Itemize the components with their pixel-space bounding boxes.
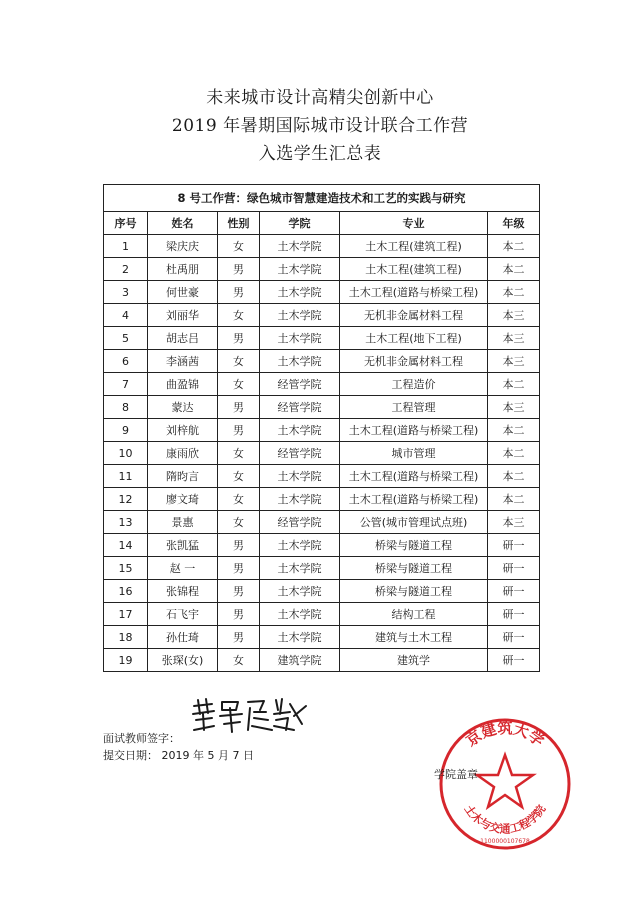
cell-name: 蒙达 [148,396,218,419]
header-college: 学院 [260,212,340,235]
teacher-signature-label: 面试教师签字： [103,732,180,745]
title-line-3: 入选学生汇总表 [258,144,382,164]
cell-name: 曲盈锦 [148,373,218,396]
cell-gender: 女 [218,304,260,327]
cell-gender: 女 [218,235,260,258]
cell-gender: 男 [218,534,260,557]
cell-gender: 女 [218,511,260,534]
cell-grade: 研一 [488,603,540,626]
cell-name: 张锦程 [148,580,218,603]
cell-index: 1 [104,235,148,258]
table-row [104,350,540,373]
cell-grade: 本二 [488,442,540,465]
cell-name: 廖文琦 [148,488,218,511]
cell-grade: 研一 [488,649,540,672]
cell-gender: 女 [218,465,260,488]
cell-major: 土木工程(建筑工程) [340,258,488,281]
cell-grade: 研一 [488,626,540,649]
cell-gender: 男 [218,258,260,281]
cell-gender: 男 [218,557,260,580]
cell-grade: 本三 [488,396,540,419]
cell-name: 刘丽华 [148,304,218,327]
cell-college: 土木学院 [260,534,340,557]
cell-name: 张琛(女) [148,649,218,672]
title-line-2: 2019 年暑期国际城市设计联合工作营 [171,116,469,136]
cell-gender: 女 [218,373,260,396]
cell-gender: 男 [218,603,260,626]
cell-gender: 女 [218,649,260,672]
cell-college: 经管学院 [260,373,340,396]
table-row [104,511,540,534]
table-caption-row [104,185,540,212]
cell-grade: 本二 [488,419,540,442]
table-row [104,396,540,419]
table-row [104,626,540,649]
cell-gender: 男 [218,626,260,649]
cell-name: 何世豪 [148,281,218,304]
title-line-1: 未来城市设计高精尖创新中心 [206,88,434,108]
cell-grade: 本二 [488,281,540,304]
header-index: 序号 [104,212,148,235]
cell-grade: 本二 [488,258,540,281]
cell-index: 18 [104,626,148,649]
handwritten-signature [190,696,310,736]
cell-college: 土木学院 [260,557,340,580]
cell-index: 14 [104,534,148,557]
cell-major: 土木工程(建筑工程) [340,235,488,258]
cell-index: 5 [104,327,148,350]
cell-name: 张凯猛 [148,534,218,557]
cell-index: 19 [104,649,148,672]
header-gender: 性别 [218,212,260,235]
student-table [103,184,540,672]
cell-grade: 本二 [488,235,540,258]
cell-index: 2 [104,258,148,281]
header-major: 专业 [340,212,488,235]
cell-major: 桥梁与隧道工程 [340,580,488,603]
cell-index: 6 [104,350,148,373]
college-seal [436,715,574,853]
cell-college: 土木学院 [260,304,340,327]
cell-college: 土木学院 [260,626,340,649]
table-row [104,557,540,580]
cell-major: 土木工程(道路与桥梁工程) [340,488,488,511]
cell-major: 土木工程(地下工程) [340,327,488,350]
cell-name: 景惠 [148,511,218,534]
table-row [104,649,540,672]
cell-index: 16 [104,580,148,603]
cell-major: 公管(城市管理试点班) [340,511,488,534]
cell-grade: 本二 [488,465,540,488]
cell-name: 梁庆庆 [148,235,218,258]
header-grade: 年级 [488,212,540,235]
cell-gender: 男 [218,580,260,603]
student-table-wrapper [103,184,539,672]
document-titles [0,84,640,168]
cell-major: 建筑学 [340,649,488,672]
cell-index: 13 [104,511,148,534]
cell-index: 11 [104,465,148,488]
cell-major: 无机非金属材料工程 [340,350,488,373]
cell-name: 赵 一 [148,557,218,580]
cell-college: 土木学院 [260,419,340,442]
cell-major: 建筑与土木工程 [340,626,488,649]
cell-major: 桥梁与隧道工程 [340,534,488,557]
stamp-label: 学院盖章 [434,768,478,781]
cell-college: 土木学院 [260,235,340,258]
cell-college: 土木学院 [260,488,340,511]
svg-text:1100000107678: 1100000107678 [480,838,530,845]
cell-college: 土木学院 [260,580,340,603]
table-row [104,235,540,258]
cell-name: 杜禹朋 [148,258,218,281]
cell-index: 8 [104,396,148,419]
cell-college: 土木学院 [260,281,340,304]
cell-college: 土木学院 [260,350,340,373]
table-row [104,580,540,603]
cell-index: 4 [104,304,148,327]
cell-major: 土木工程(道路与桥梁工程) [340,281,488,304]
table-row [104,465,540,488]
cell-grade: 本三 [488,304,540,327]
table-row [104,603,540,626]
cell-name: 孙仕琦 [148,626,218,649]
cell-grade: 本三 [488,327,540,350]
cell-college: 经管学院 [260,396,340,419]
cell-gender: 男 [218,419,260,442]
cell-college: 土木学院 [260,327,340,350]
cell-gender: 女 [218,442,260,465]
cell-gender: 女 [218,350,260,373]
table-row [104,373,540,396]
cell-gender: 女 [218,488,260,511]
cell-major: 土木工程(道路与桥梁工程) [340,465,488,488]
cell-grade: 研一 [488,557,540,580]
cell-name: 康雨欣 [148,442,218,465]
cell-college: 土木学院 [260,465,340,488]
cell-index: 7 [104,373,148,396]
table-caption: 8 号工作营：绿色城市智慧建造技术和工艺的实践与研究 [104,185,540,212]
cell-name: 胡志吕 [148,327,218,350]
cell-name: 李涵茜 [148,350,218,373]
cell-college: 建筑学院 [260,649,340,672]
table-row [104,258,540,281]
table-row [104,442,540,465]
cell-college: 土木学院 [260,603,340,626]
submission-date: 提交日期： 2019 年 5 月 7 日 [103,749,254,762]
cell-grade: 研一 [488,580,540,603]
cell-major: 无机非金属材料工程 [340,304,488,327]
table-row [104,534,540,557]
cell-major: 工程造价 [340,373,488,396]
cell-major: 工程管理 [340,396,488,419]
cell-index: 3 [104,281,148,304]
cell-gender: 男 [218,327,260,350]
cell-grade: 研一 [488,534,540,557]
cell-gender: 男 [218,281,260,304]
cell-grade: 本二 [488,488,540,511]
table-header-row [104,212,540,235]
cell-major: 结构工程 [340,603,488,626]
cell-name: 刘梓航 [148,419,218,442]
cell-major: 桥梁与隧道工程 [340,557,488,580]
cell-index: 12 [104,488,148,511]
cell-name: 隋昀言 [148,465,218,488]
table-body [104,235,540,672]
cell-index: 15 [104,557,148,580]
cell-gender: 男 [218,396,260,419]
svg-text:京建筑大学: 京建筑大学 [462,719,548,751]
cell-grade: 本三 [488,350,540,373]
table-row [104,419,540,442]
table-row [104,281,540,304]
table-row [104,304,540,327]
cell-name: 石飞宇 [148,603,218,626]
cell-college: 土木学院 [260,258,340,281]
cell-grade: 本三 [488,511,540,534]
header-name: 姓名 [148,212,218,235]
svg-text:土木与交通工程学院: 土木与交通工程学院 [461,802,549,836]
cell-index: 9 [104,419,148,442]
table-row [104,327,540,350]
table-row [104,488,540,511]
cell-college: 经管学院 [260,511,340,534]
cell-index: 17 [104,603,148,626]
cell-major: 城市管理 [340,442,488,465]
cell-index: 10 [104,442,148,465]
cell-college: 经管学院 [260,442,340,465]
cell-grade: 本二 [488,373,540,396]
cell-major: 土木工程(道路与桥梁工程) [340,419,488,442]
